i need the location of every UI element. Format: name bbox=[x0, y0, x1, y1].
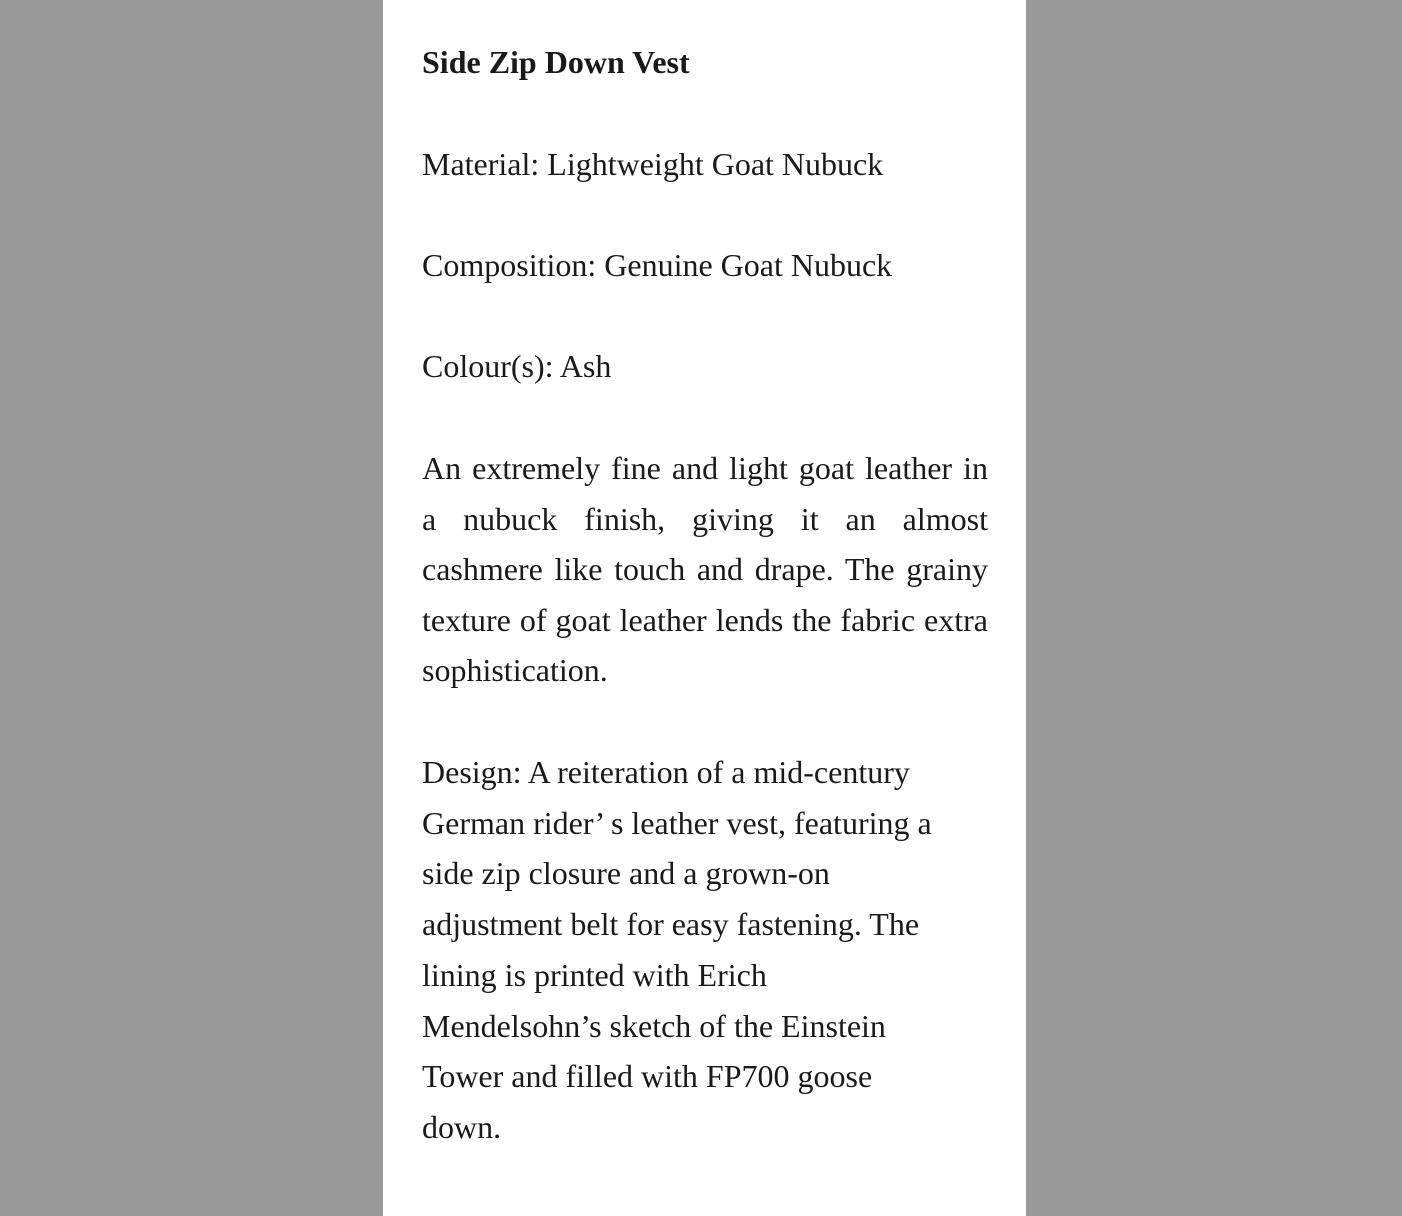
description-paragraph: An extremely fine and light goat leather in a nubuck finish, giving it an almost cashmere like touch and drape. The grainy texture of goat leather lends the fabric extra sophistication. bbox=[422, 450, 988, 688]
design-line: Tower and filled with FP700 goose bbox=[422, 1058, 873, 1095]
product-title: Side Zip Down Vest bbox=[422, 44, 690, 80]
product-detail-page bbox=[383, 0, 1026, 1216]
design-line: side zip closure and a grown-on bbox=[422, 855, 830, 892]
design-paragraph bbox=[422, 747, 992, 1153]
design-line: lining is printed with Erich bbox=[422, 956, 767, 993]
design-line: Design: A reiteration of a mid-century bbox=[422, 754, 910, 790]
composition-line: Composition: Genuine Goat Nubuck bbox=[422, 247, 893, 283]
design-line: down. bbox=[422, 1108, 502, 1145]
colour-line: Colour(s): Ash bbox=[422, 348, 612, 384]
design-line: Mendelsohn’s sketch of the Einstein bbox=[422, 1007, 886, 1044]
design-line: German rider’ s leather vest, featuring a bbox=[422, 804, 932, 841]
design-line: adjustment belt for easy fastening. The bbox=[422, 906, 920, 943]
material-line: Material: Lightweight Goat Nubuck bbox=[422, 146, 884, 182]
